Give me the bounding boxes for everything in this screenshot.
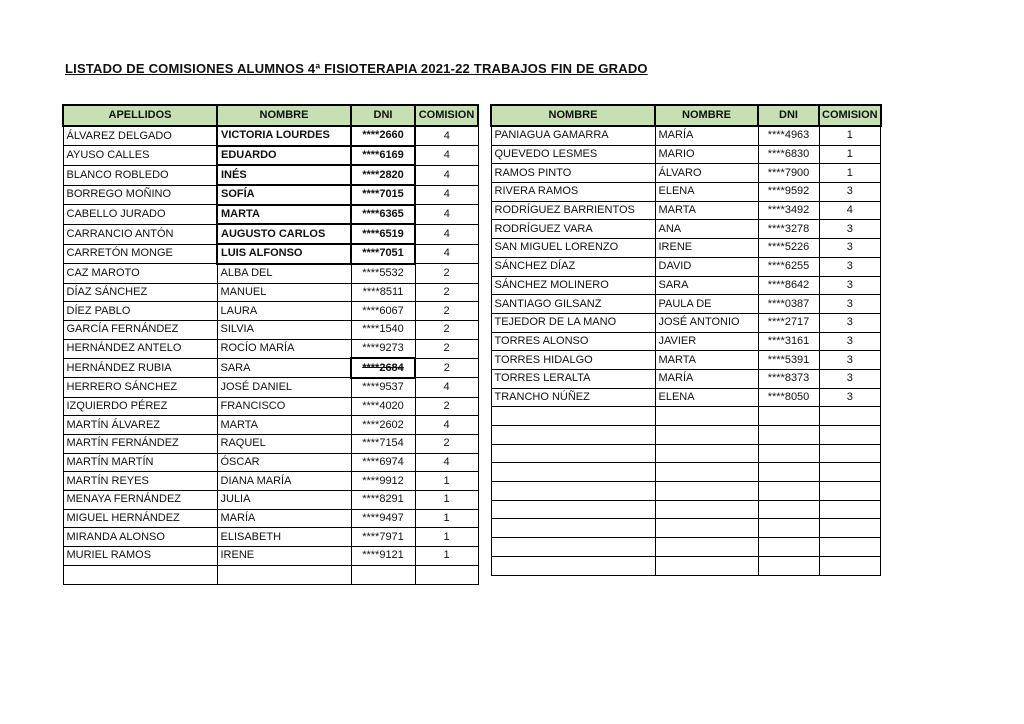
cell-dni: ****0387 [758, 295, 819, 314]
table-row [63, 435, 478, 454]
cell-surname: RODRÍGUEZ BARRIENTOS [491, 201, 655, 220]
column-header-apellidos: APELLIDOS [63, 105, 217, 126]
cell-surname: SANTIAGO GILSANZ [491, 295, 655, 314]
cell-surname: SÁNCHEZ DÍAZ [491, 257, 655, 276]
cell-dni: ****7015 [351, 185, 415, 205]
column-header-nombre-2: NOMBRE [655, 105, 758, 126]
cell-name: MARÍA [655, 126, 758, 145]
cell-comision [819, 444, 881, 463]
table-row [491, 145, 881, 164]
cell-surname [491, 538, 655, 557]
cell-name: JAVIER [655, 332, 758, 351]
cell-surname: MARTÍN REYES [63, 472, 217, 491]
header-row [63, 105, 478, 126]
table-row [491, 164, 881, 183]
cell-comision: 4 [415, 165, 478, 185]
table-row [63, 528, 478, 547]
cell-surname: PANIAGUA GAMARRA [491, 126, 655, 145]
cell-comision: 3 [819, 276, 881, 295]
table-row [63, 302, 478, 321]
cell-surname: TORRES ALONSO [491, 332, 655, 351]
cell-name: MARÍA [655, 369, 758, 388]
table-row [63, 378, 478, 397]
cell-surname: TEJEDOR DE LA MANO [491, 313, 655, 332]
cell-surname: HERRERO SÁNCHEZ [63, 378, 217, 397]
cell-dni: ****4963 [758, 126, 819, 145]
cell-name: ROCÍO MARÍA [217, 339, 351, 358]
cell-dni: ****7154 [351, 435, 415, 454]
table-row [491, 351, 881, 370]
table-row [63, 283, 478, 302]
cell-comision: 4 [415, 378, 478, 397]
cell-dni [758, 482, 819, 501]
cell-dni: ****4020 [351, 397, 415, 416]
cell-name: SARA [217, 358, 351, 378]
cell-name: PAULA DE [655, 295, 758, 314]
cell-surname: GARCÍA FERNÁNDEZ [63, 320, 217, 339]
cell-name: JULIA [217, 491, 351, 510]
cell-surname: SÁNCHEZ MOLINERO [491, 276, 655, 295]
cell-surname: SAN MIGUEL LORENZO [491, 239, 655, 258]
table-row [491, 332, 881, 351]
table-row [63, 146, 478, 166]
table-row [63, 205, 478, 225]
cell-dni: ****6974 [351, 453, 415, 472]
column-header-nombre: NOMBRE [217, 105, 351, 126]
table-row [491, 500, 881, 519]
cell-dni: ****8050 [758, 388, 819, 407]
table-row [63, 339, 478, 358]
cell-comision: 1 [415, 491, 478, 510]
cell-dni: ****2660 [351, 126, 415, 146]
table-row [63, 397, 478, 416]
table-row [491, 257, 881, 276]
cell-name [655, 444, 758, 463]
cell-dni: ****7051 [351, 244, 415, 264]
cell-comision [819, 407, 881, 426]
right-table-body [491, 126, 881, 575]
cell-surname: BLANCO ROBLEDO [63, 165, 217, 185]
cell-surname [491, 500, 655, 519]
cell-surname: BORREGO MOÑINO [63, 185, 217, 205]
right-table [490, 104, 882, 576]
cell-comision [819, 426, 881, 445]
cell-dni: ****9912 [351, 472, 415, 491]
cell-name: JOSÉ ANTONIO [655, 313, 758, 332]
cell-surname [491, 463, 655, 482]
column-header-comision: COMISION [415, 105, 478, 126]
cell-name: DAVID [655, 257, 758, 276]
cell-surname [491, 556, 655, 575]
cell-comision: 4 [415, 146, 478, 166]
cell-surname: MARTÍN FERNÁNDEZ [63, 435, 217, 454]
table-row [491, 463, 881, 482]
cell-dni: ****3278 [758, 220, 819, 239]
table-row [491, 295, 881, 314]
cell-comision: 1 [819, 126, 881, 145]
cell-surname: TORRES HIDALGO [491, 351, 655, 370]
cell-surname: CAZ MAROTO [63, 264, 217, 283]
cell-dni [758, 463, 819, 482]
cell-dni: ****9497 [351, 509, 415, 528]
cell-name: IRENE [217, 547, 351, 566]
cell-name: ELENA [655, 388, 758, 407]
cell-comision [819, 556, 881, 575]
cell-dni [758, 556, 819, 575]
cell-name [655, 556, 758, 575]
cell-name: MARTA [655, 201, 758, 220]
cell-surname: MARTÍN ÁLVAREZ [63, 416, 217, 435]
cell-surname: CABELLO JURADO [63, 205, 217, 225]
cell-dni [351, 565, 415, 584]
cell-name: FRANCISCO [217, 397, 351, 416]
document-title: LISTADO DE COMISIONES ALUMNOS 4ª FISIOTERAPIA 2021-22 TRABAJOS FIN DE GRADO [65, 61, 648, 76]
table-row [63, 491, 478, 510]
column-header-dni: DNI [351, 105, 415, 126]
table-row [491, 556, 881, 575]
cell-surname: TRANCHO NÚÑEZ [491, 388, 655, 407]
table-row [491, 220, 881, 239]
table-row [491, 482, 881, 501]
cell-name [655, 426, 758, 445]
cell-comision: 1 [415, 528, 478, 547]
table-row [63, 165, 478, 185]
cell-comision [819, 538, 881, 557]
cell-name: DIANA MARÍA [217, 472, 351, 491]
table-row [491, 426, 881, 445]
table-row [491, 201, 881, 220]
table-row [491, 369, 881, 388]
cell-name: INÉS [217, 165, 351, 185]
cell-comision: 3 [819, 257, 881, 276]
table-row [491, 538, 881, 557]
cell-comision: 2 [415, 302, 478, 321]
right-table-header [491, 105, 881, 126]
left-table-header [63, 105, 478, 126]
cell-surname: MIGUEL HERNÁNDEZ [63, 509, 217, 528]
cell-name: LUIS ALFONSO [217, 244, 351, 264]
cell-surname: CARRETÓN MONGE [63, 244, 217, 264]
cell-dni: ****8291 [351, 491, 415, 510]
cell-surname [491, 426, 655, 445]
cell-dni [758, 407, 819, 426]
table-row [63, 358, 478, 378]
cell-surname [491, 407, 655, 426]
cell-comision: 4 [415, 126, 478, 146]
cell-comision: 4 [415, 185, 478, 205]
cell-comision: 3 [819, 351, 881, 370]
cell-name: MANUEL [217, 283, 351, 302]
cell-dni: ****9592 [758, 183, 819, 202]
table-row [491, 519, 881, 538]
cell-comision: 2 [415, 339, 478, 358]
cell-surname [491, 482, 655, 501]
table-row [491, 313, 881, 332]
cell-name [655, 463, 758, 482]
cell-dni: ****3492 [758, 201, 819, 220]
cell-name: ELENA [655, 183, 758, 202]
cell-name: ALBA DEL [217, 264, 351, 283]
cell-name: SARA [655, 276, 758, 295]
cell-surname: DÍAZ SÁNCHEZ [63, 283, 217, 302]
cell-comision: 1 [819, 145, 881, 164]
cell-name: RAQUEL [217, 435, 351, 454]
cell-dni [758, 426, 819, 445]
cell-comision: 4 [415, 244, 478, 264]
cell-dni: ****6255 [758, 257, 819, 276]
cell-comision: 4 [415, 205, 478, 225]
cell-comision: 1 [415, 509, 478, 528]
cell-dni: ****7900 [758, 164, 819, 183]
cell-comision [819, 500, 881, 519]
cell-comision: 3 [819, 183, 881, 202]
cell-dni: ****6067 [351, 302, 415, 321]
table-row [63, 224, 478, 244]
cell-surname [491, 519, 655, 538]
cell-surname: CARRANCIO ANTÓN [63, 224, 217, 244]
table-row [63, 244, 478, 264]
cell-name: LAURA [217, 302, 351, 321]
table-row [491, 183, 881, 202]
cell-comision: 3 [819, 369, 881, 388]
table-row [63, 264, 478, 283]
cell-comision: 4 [819, 201, 881, 220]
cell-name: VICTORIA LOURDES [217, 126, 351, 146]
cell-dni: ****8642 [758, 276, 819, 295]
cell-dni: ****2717 [758, 313, 819, 332]
cell-dni: ****3161 [758, 332, 819, 351]
left-table [62, 104, 479, 585]
cell-name: SILVIA [217, 320, 351, 339]
table-row [63, 547, 478, 566]
cell-comision: 2 [415, 435, 478, 454]
cell-surname [63, 565, 217, 584]
cell-dni: ****7971 [351, 528, 415, 547]
cell-dni: ****2820 [351, 165, 415, 185]
cell-name: IRENE [655, 239, 758, 258]
table-row [491, 276, 881, 295]
cell-comision: 2 [415, 358, 478, 378]
cell-dni: ****8511 [351, 283, 415, 302]
cell-dni: ****5391 [758, 351, 819, 370]
cell-name: ANA [655, 220, 758, 239]
table-row [63, 320, 478, 339]
cell-surname: QUEVEDO LESMES [491, 145, 655, 164]
cell-surname: MENAYA FERNÁNDEZ [63, 491, 217, 510]
cell-dni: ****6830 [758, 145, 819, 164]
cell-comision [819, 482, 881, 501]
table-row [63, 126, 478, 146]
cell-comision: 3 [819, 313, 881, 332]
table-row [63, 453, 478, 472]
cell-surname: MIRANDA ALONSO [63, 528, 217, 547]
cell-name: JOSÉ DANIEL [217, 378, 351, 397]
cell-surname: DÍEZ PABLO [63, 302, 217, 321]
cell-comision [415, 565, 478, 584]
cell-dni: ****5226 [758, 239, 819, 258]
cell-surname: IZQUIERDO PÉREZ [63, 397, 217, 416]
cell-dni: ****1540 [351, 320, 415, 339]
cell-surname: AYUSO CALLES [63, 146, 217, 166]
cell-name: ÓSCAR [217, 453, 351, 472]
cell-comision: 2 [415, 320, 478, 339]
cell-dni: ****8373 [758, 369, 819, 388]
cell-surname: MARTÍN MARTÍN [63, 453, 217, 472]
cell-comision: 2 [415, 397, 478, 416]
table-row [63, 565, 478, 584]
cell-name: SOFÍA [217, 185, 351, 205]
cell-name: MARIO [655, 145, 758, 164]
cell-comision: 3 [819, 239, 881, 258]
cell-name: EDUARDO [217, 146, 351, 166]
table-row [63, 416, 478, 435]
cell-dni [758, 500, 819, 519]
cell-surname: RODRÍGUEZ VARA [491, 220, 655, 239]
table-row [491, 407, 881, 426]
cell-name: ÁLVARO [655, 164, 758, 183]
cell-surname: ÁLVAREZ DELGADO [63, 126, 217, 146]
cell-comision [819, 519, 881, 538]
cell-comision: 1 [415, 547, 478, 566]
cell-dni: ****9537 [351, 378, 415, 397]
cell-surname: RAMOS PINTO [491, 164, 655, 183]
cell-comision: 1 [415, 472, 478, 491]
cell-comision: 2 [415, 264, 478, 283]
cell-comision: 2 [415, 283, 478, 302]
cell-name [217, 565, 351, 584]
cell-dni: ****2684 [351, 358, 415, 378]
cell-surname: HERNÁNDEZ ANTELO [63, 339, 217, 358]
column-header-comision: COMISION [819, 105, 881, 126]
cell-dni: ****6519 [351, 224, 415, 244]
cell-comision: 1 [819, 164, 881, 183]
table-row [491, 444, 881, 463]
table-row [63, 185, 478, 205]
left-table-body [63, 126, 478, 584]
cell-name: ELISABETH [217, 528, 351, 547]
cell-surname: RIVERA RAMOS [491, 183, 655, 202]
table-row [491, 388, 881, 407]
column-header-nombre-1: NOMBRE [491, 105, 655, 126]
cell-comision: 3 [819, 295, 881, 314]
cell-dni: ****6365 [351, 205, 415, 225]
cell-dni [758, 444, 819, 463]
cell-comision: 3 [819, 332, 881, 351]
cell-dni: ****5532 [351, 264, 415, 283]
cell-name: MARTA [217, 205, 351, 225]
cell-comision: 4 [415, 453, 478, 472]
cell-name [655, 519, 758, 538]
cell-name: MARTA [217, 416, 351, 435]
table-row [63, 509, 478, 528]
table-row [491, 239, 881, 258]
cell-comision [819, 463, 881, 482]
cell-name: MARTA [655, 351, 758, 370]
cell-dni [758, 519, 819, 538]
cell-dni: ****9121 [351, 547, 415, 566]
cell-surname: HERNÁNDEZ RUBIA [63, 358, 217, 378]
cell-name [655, 407, 758, 426]
cell-name: MARÍA [217, 509, 351, 528]
cell-surname: TORRES LERALTA [491, 369, 655, 388]
cell-name: AUGUSTO CARLOS [217, 224, 351, 244]
cell-comision: 4 [415, 416, 478, 435]
cell-name [655, 538, 758, 557]
cell-name [655, 482, 758, 501]
cell-surname [491, 444, 655, 463]
cell-dni: ****9273 [351, 339, 415, 358]
cell-comision: 3 [819, 388, 881, 407]
cell-comision: 3 [819, 220, 881, 239]
cell-dni: ****2602 [351, 416, 415, 435]
table-row [63, 472, 478, 491]
cell-name [655, 500, 758, 519]
cell-surname: MURIEL RAMOS [63, 547, 217, 566]
table-row [491, 126, 881, 145]
header-row [491, 105, 881, 126]
cell-comision: 4 [415, 224, 478, 244]
cell-dni: ****6169 [351, 146, 415, 166]
cell-dni [758, 538, 819, 557]
column-header-dni: DNI [758, 105, 819, 126]
